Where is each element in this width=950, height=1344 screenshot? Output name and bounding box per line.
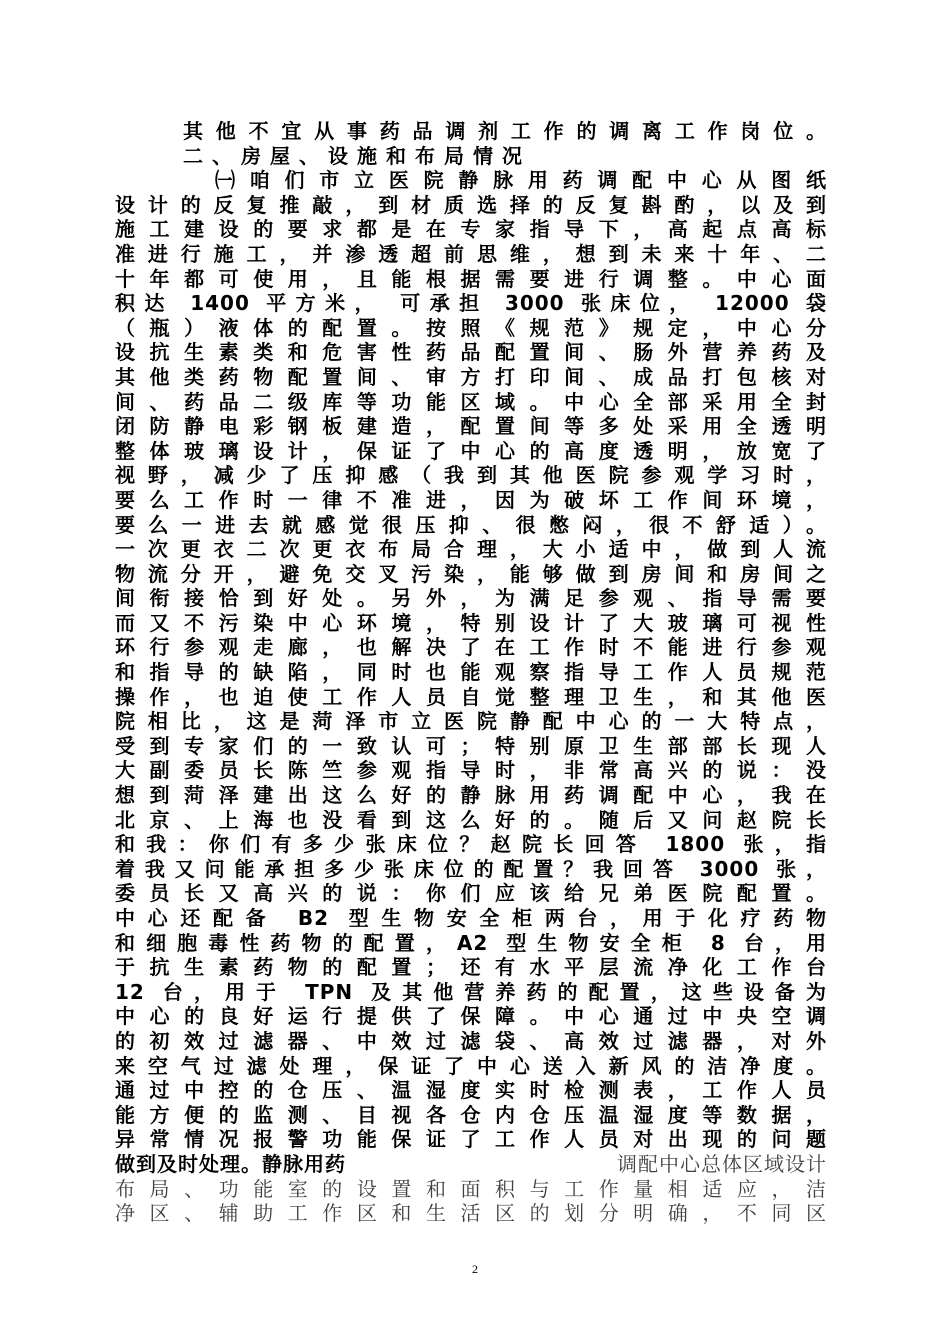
text-line: 设抗生素类和危害性药品配置间、肠外营养药及 [115, 340, 827, 365]
section-heading: 二、房屋、设施和布局情况 [183, 143, 531, 168]
text-line: 北京、上海也没看到这么好的。随后又问赵院长 [115, 807, 827, 832]
text-line: 环行参观走廊，也解决了在工作时不能进行参观 [115, 635, 827, 660]
text-line: 着我又问能承担多少张床位的配置？我回答 3000 张， [115, 856, 827, 881]
text-line: 准进行施工，并渗透超前思维，想到未来十年、二 [115, 241, 827, 266]
text-line: 委员长又高兴的说：你们应该给兄弟医院配置。 [115, 881, 827, 906]
text-line-light-part: 调配中心总体区域设计 [617, 1151, 827, 1176]
text-line: 净区、辅助工作区和生活区的划分明确，不同区 [115, 1201, 827, 1226]
text-line: 和细胞毒性药物的配置，A2 型生物安全柜 8 台，用 [115, 930, 827, 955]
text-line: 操作，也迫使工作人员自觉整理卫生，和其他医 [115, 684, 827, 709]
text-line: 整体玻璃设计，保证了中心的高度透明，放宽了 [115, 438, 827, 463]
mixed-text-line [115, 1152, 827, 1177]
text-line: （瓶）液体的配置。按照《规范》规定，中心分 [115, 315, 827, 340]
text-line: 间、药品二级库等功能区域。中心全部采用全封 [115, 389, 827, 414]
text-line: 院相比，这是菏泽市立医院静配中心的一大特点， [115, 709, 827, 734]
text-line: 设计的反复推敲，到材质选择的反复斟酌，以及到 [115, 192, 827, 217]
text-line-bold-part: 做到及时处理。静脉用药 [115, 1151, 346, 1176]
text-line: 其他类药物配置间、审方打印间、成品打包核对 [115, 364, 827, 389]
text-line: 大副委员长陈竺参观指导时，非常高兴的说：没 [115, 758, 827, 783]
page-number: 2 [472, 1262, 478, 1276]
text-line: 一次更衣二次更衣布局合理，大小适中，做到人流 [115, 537, 827, 562]
text-line: 积达 1400 平方米， 可承担 3000 张床位， 12000 袋 [115, 291, 827, 316]
text-line: ㈠咱们市立医院静脉用药调配中心从图纸 [215, 168, 827, 193]
text-line: 于抗生素药物的配置；还有水平层流净化工作台 [115, 955, 827, 980]
text-line: 受到专家们的一致认可；特别原卫生部部长现人 [115, 733, 827, 758]
text-line: 要么工作时一律不准进，因为破坏工作间环境， [115, 487, 827, 512]
text-line: 间衔接恰到好处。另外，为满足参观、指导需要 [115, 586, 827, 611]
text-line: 通过中控的仓压、温湿度实时检测表，工作人员 [115, 1078, 827, 1103]
text-line: 异常情况报警功能保证了工作人员对出现的问题 [115, 1127, 827, 1152]
text-line: 和我：你们有多少张床位？赵院长回答 1800 张，指 [115, 832, 827, 857]
text-line: 来空气过滤处理，保证了中心送入新风的洁净度。 [115, 1053, 827, 1078]
text-line: 闭防静电彩钢板建造，配置间等多处采用全透明 [115, 414, 827, 439]
text-line: 物流分开，避免交叉污染，能够做到房间和房间之 [115, 561, 827, 586]
text-line: 其他不宜从事药品调剂工作的调离工作岗位。 [183, 119, 827, 143]
text-line: 中心的良好运行提供了保障。中心通过中央空调 [115, 1004, 827, 1029]
text-line: 施工建设的要求都是在专家指导下，高起点高标 [115, 217, 827, 242]
text-line: 12 台，用于 TPN 及其他营养药的配置，这些设备为 [115, 979, 827, 1004]
text-line: 要么一进去就感觉很压抑、很憋闷，很不舒适）。 [115, 512, 827, 537]
text-line: 和指导的缺陷，同时也能观察指导工作人员规范 [115, 660, 827, 685]
text-line: 而又不污染中心环境，特别设计了大玻璃可视性 [115, 610, 827, 635]
text-line: 中心还配备 B2 型生物安全柜两台，用于化疗药物 [115, 906, 827, 930]
text-line: 布局、功能室的设置和面积与工作量相适应，洁 [115, 1176, 827, 1201]
text-line: 想到菏泽建出这么好的静脉用药调配中心，我在 [115, 783, 827, 808]
text-line: 能方便的监测、目视各仓内仓压温湿度等数据， [115, 1102, 827, 1127]
text-line: 视野，减少了压抑感（我到其他医院参观学习时， [115, 463, 827, 488]
text-line: 的初效过滤器、中效过滤袋、高效过滤器，对外 [115, 1028, 827, 1053]
body-text [115, 119, 827, 1226]
text-line: 十年都可使用，且能根据需要进行调整。中心面 [115, 266, 827, 291]
